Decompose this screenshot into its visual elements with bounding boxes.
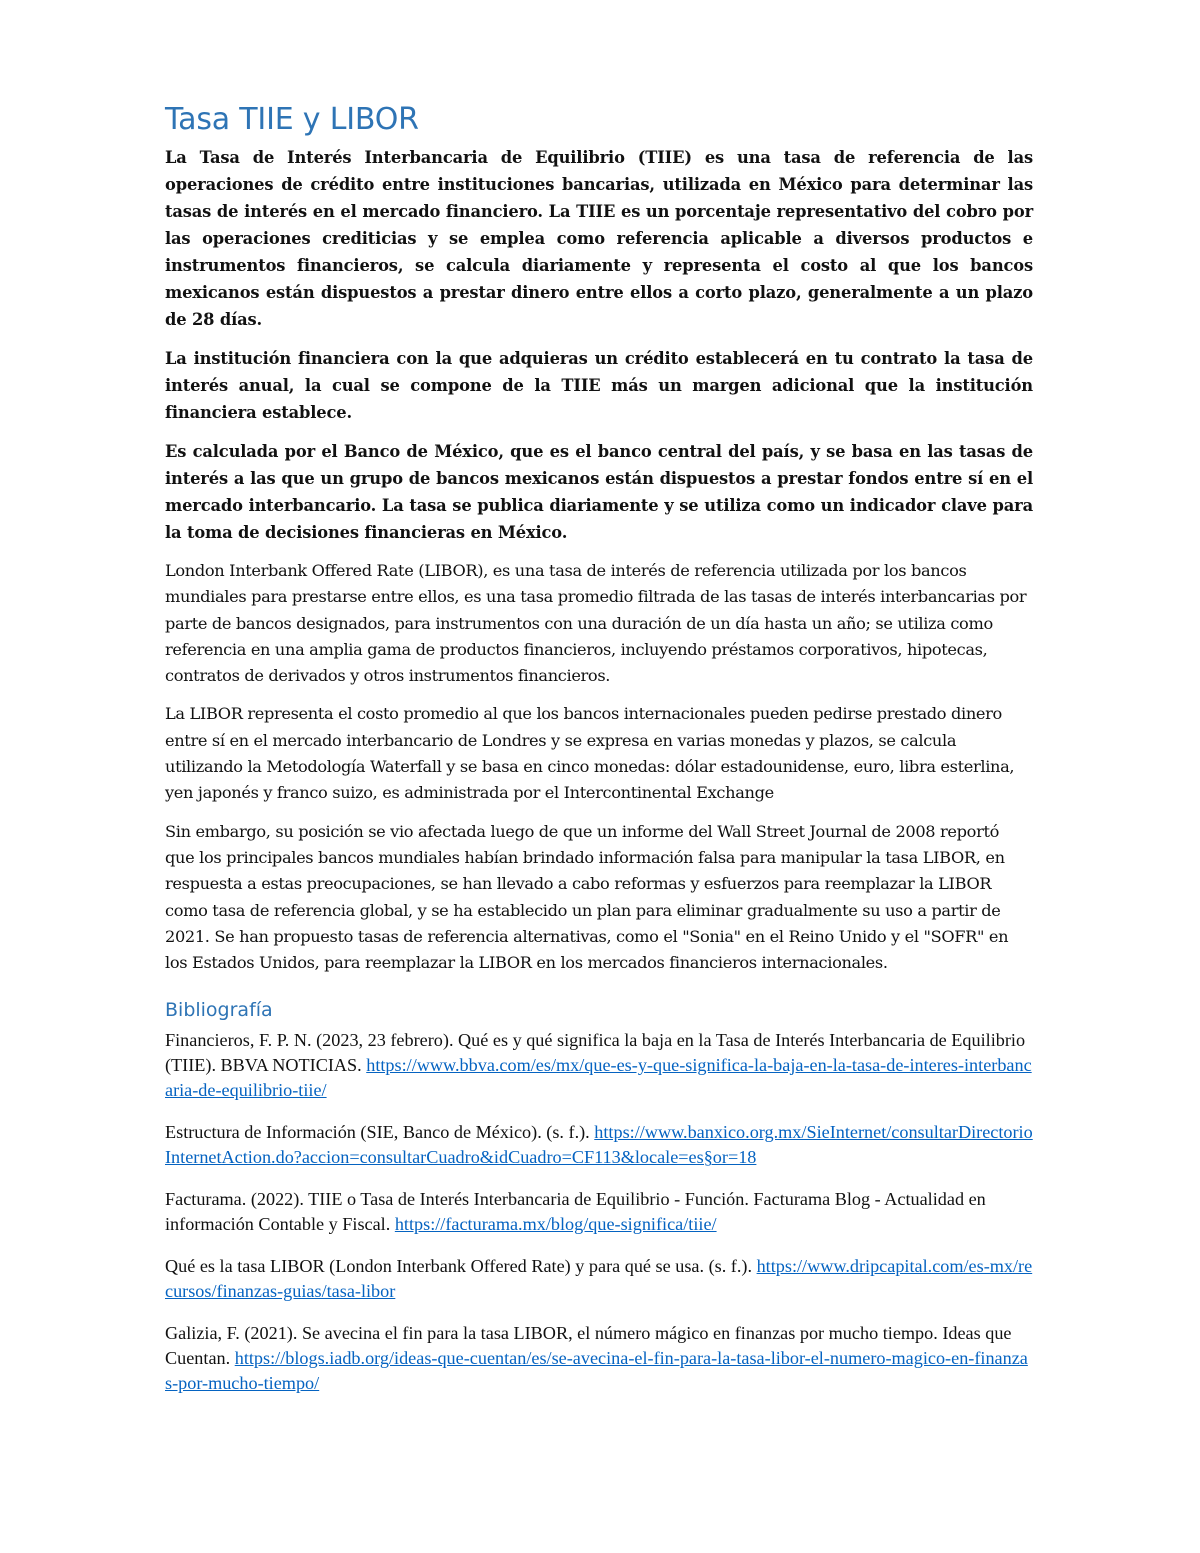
bibliography-link[interactable]: https://www.bbva.com/es/mx/que-es-y-que-significa-la-baja-en-la-tasa-de-interes-interbancaria-de-equilibrio-tiie/ [165,1055,1032,1101]
document-page [165,98,1033,1413]
bibliography-heading: Bibliografía [165,999,273,1022]
paragraph-tiie-banxico: Es calculada por el Banco de México, que es el banco central del país, y se basa en las tasas de interés a las que un grupo de bancos mexicanos están dispuestos a prestar fondos entre sí en el mercado interbancario. La tasa se publica diariamente y se utiliza como un indicador clave para la toma de decisiones financieras en México. [165,442,1033,542]
bibliography-entry-text: Galizia, F. (2021). Se avecina el fin para la tasa LIBOR, el número mágico en finanzas por mucho tiempo. Ideas que Cuentan. [165,1323,1012,1369]
bibliography-entry [165,1028,1033,1103]
bibliography-link[interactable]: https://facturama.mx/blog/que-significa/tiie/ [394,1214,717,1235]
bibliography-entry [165,1187,1033,1237]
bibliography-entry [165,1254,1033,1304]
bibliography-entry-text: Qué es la tasa LIBOR (London Interbank Offered Rate) y para qué se usa. (s. f.). [165,1256,757,1277]
bibliography-entry [165,1321,1033,1396]
bibliography-entry [165,1120,1033,1170]
paragraph-libor-definition: London Interbank Offered Rate (LIBOR), es una tasa de interés de referencia utilizada por los bancos mundiales para prestarse entre ellos, es una tasa promedio filtrada de las tasas de interés interbancarias por parte de bancos designados, para instrumentos con una duración de un día hasta un año; se utiliza como referencia en una amplia gama de productos financieros, incluyendo préstamos corporativos, hipotecas, contratos de derivados y otros instrumentos financieros. [165,561,1027,686]
bibliography-link[interactable]: https://www.dripcapital.com/es-mx/recursos/finanzas-guias/tasa-libor [165,1256,1033,1302]
bibliography-entry-text: Estructura de Información (SIE, Banco de México). (s. f.). [165,1122,595,1143]
paragraph-libor-scandal: Sin embargo, su posición se vio afectada luego de que un informe del Wall Street Journal de 2008 reportó que los principales bancos mundiales habían brindado información falsa para manipular la tasa LIBOR, en respuesta a estas preocupaciones, se han llevado a cabo reformas y esfuerzos para reemplazar la LIBOR como tasa de referencia global, y se ha establecido un plan para eliminar gradualmente su uso a partir de 2021. Se han propuesto tasas de referencia alternativas, como el "Sonia" en el Reino Unido y el "SOFR" en los Estados Unidos, para reemplazar la LIBOR en los mercados financieros internacionales. [165,821,1009,973]
bibliography-entry-text: Facturama. (2022). TIIE o Tasa de Interés Interbancaria de Equilibrio - Función. Facturama Blog - Actualidad en información Contable y Fiscal. [165,1189,986,1235]
paragraph-libor-cost: La LIBOR representa el costo promedio al que los bancos internacionales pueden pedirse prestado dinero entre sí en el mercado interbancario de Londres y se expresa en varias monedas y plazos, se calcula utilizando la Metodología Waterfall y se basa en cinco monedas: dólar estadounidense, euro, libra esterlina, yen japonés y franco suizo, es administrada por el Intercontinental Exchange [165,704,1015,803]
bibliography-link[interactable]: https://www.banxico.org.mx/SieInternet/consultarDirectorioInternetAction.do?accion=consultarCuadro&idCuadro=CF113&locale=es§or=18 [165,1122,1033,1168]
document-title: Tasa TIIE y LIBOR [165,102,419,137]
bibliography-link[interactable]: https://blogs.iadb.org/ideas-que-cuentan/es/se-avecina-el-fin-para-la-tasa-libor-el-numero-magico-en-finanzas-por-mucho-tiempo/ [165,1348,1028,1394]
bibliography-entry-text: Financieros, F. P. N. (2023, 23 febrero). Qué es y qué significa la baja en la Tasa de Interés Interbancaria de Equilibrio (TIIE). BBVA NOTICIAS. [165,1030,1026,1076]
paragraph-tiie-contract: La institución financiera con la que adquieras un crédito establecerá en tu contrato la tasa de interés anual, la cual se compone de la TIIE más un margen adicional que la institución financiera establece. [165,349,1033,422]
paragraph-tiie-definition: La Tasa de Interés Interbancaria de Equilibrio (TIIE) es una tasa de referencia de las operaciones de crédito entre instituciones bancarias, utilizada en México para determinar las tasas de interés en el mercado financiero. La TIIE es un porcentaje representativo del cobro por las operaciones crediticias y se emplea como referencia aplicable a diversos productos e instrumentos financieros, se calcula diariamente y representa el costo al que los bancos mexicanos están dispuestos a prestar dinero entre ellos a corto plazo, generalmente a un plazo de 28 días. [165,148,1033,329]
